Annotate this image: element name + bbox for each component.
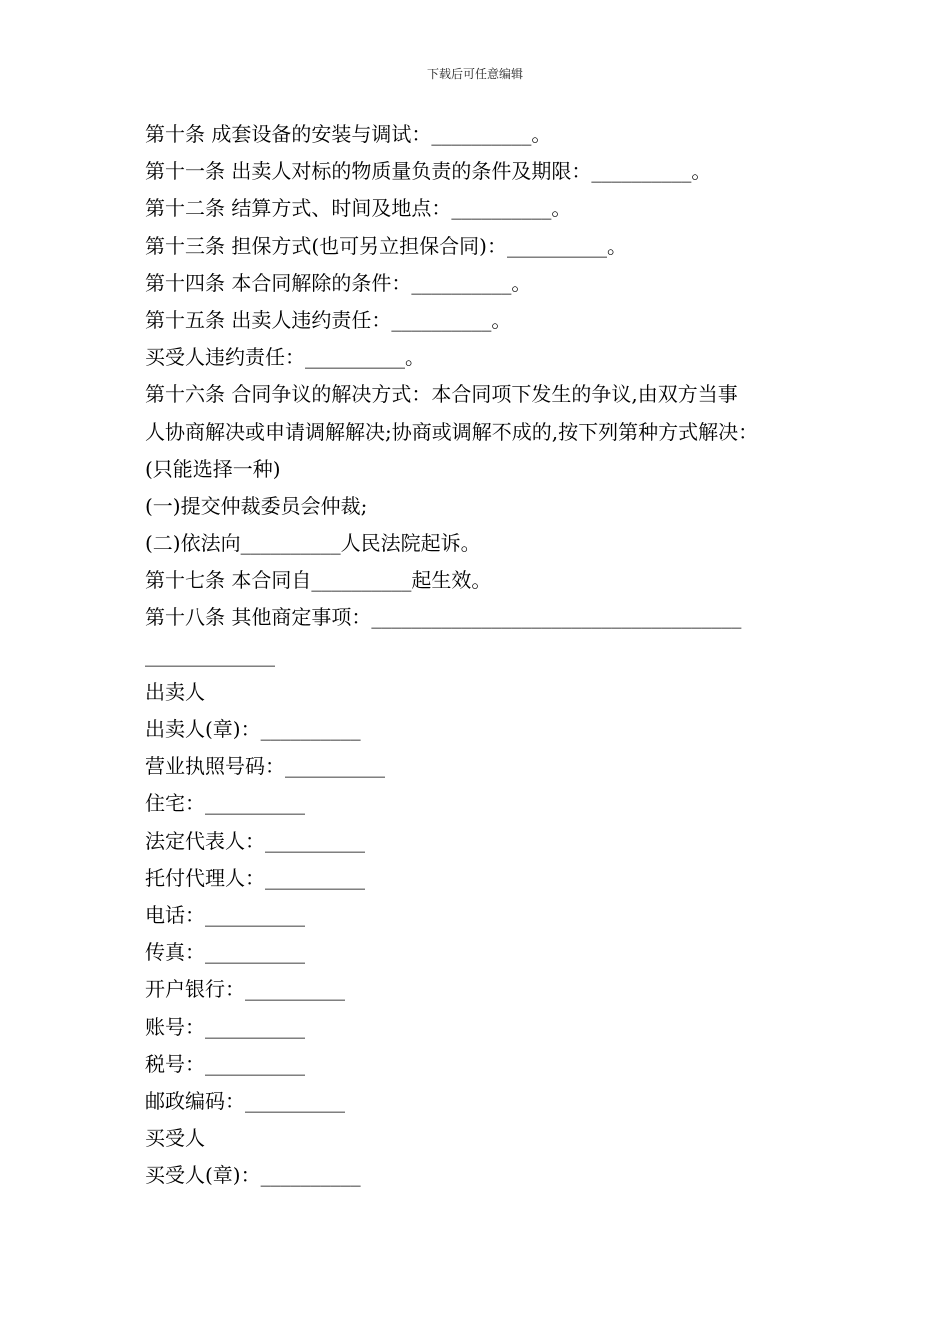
buyer-heading: 买受人 [145, 1126, 205, 1151]
buyer-seal-field: 买受人(章)：__________ [145, 1163, 361, 1188]
seller-phone-field: 电话：__________ [145, 902, 305, 927]
seller-license-field: 营业执照号码：__________ [145, 754, 385, 779]
seller-postcode-field: 邮政编码：__________ [145, 1088, 345, 1113]
article-17: 第十七条 本合同自__________起生效。 [145, 568, 492, 593]
seller-heading: 出卖人 [145, 679, 205, 704]
article-13: 第十三条 担保方式(也可另立担保合同)：__________。 [145, 233, 627, 258]
option-arbitration: (一)提交仲裁委员会仲裁; [145, 493, 368, 518]
document-body [145, 116, 815, 1194]
seller-residence-field: 住宅：__________ [145, 791, 305, 816]
seller-account-field: 账号：__________ [145, 1014, 305, 1039]
article-16-line-1: 第十六条 合同争议的解决方式：本合同项下发生的争议,由双方当事 [145, 382, 738, 407]
seller-agent-field: 托付代理人：__________ [145, 865, 365, 890]
page-header: 下载后可任意编辑 [426, 67, 523, 81]
seller-seal-field: 出卖人(章)：__________ [145, 717, 361, 741]
seller-fax-field: 传真：__________ [145, 940, 305, 965]
article-10: 第十条 成套设备的安装与调试：__________。 [145, 122, 552, 146]
article-12: 第十二条 结算方式、时间及地点：__________。 [145, 196, 572, 221]
article-16-line-3: (只能选择一种) [145, 456, 281, 481]
seller-legal-rep-field: 法定代表人：__________ [145, 828, 365, 853]
article-18-continuation: _____________ [145, 642, 275, 667]
article-18: 第十八条 其他商定事项：_____________________________________ [145, 605, 742, 630]
article-11: 第十一条 出卖人对标的物质量负责的条件及期限：__________。 [145, 159, 712, 184]
seller-bank-field: 开户银行：__________ [145, 977, 345, 1002]
article-15: 第十五条 出卖人违约责任：__________。 [145, 307, 512, 332]
buyer-liability: 买受人违约责任：__________。 [145, 345, 425, 370]
option-court: (二)依法向__________人民法院起诉。 [145, 531, 481, 556]
article-16-line-2: 人协商解决或申请调解解决;协商或调解不成的,按下列第种方式解决： [145, 419, 759, 444]
seller-tax-field: 税号：__________ [145, 1051, 305, 1076]
article-14: 第十四条 本合同解除的条件：__________。 [145, 270, 532, 295]
